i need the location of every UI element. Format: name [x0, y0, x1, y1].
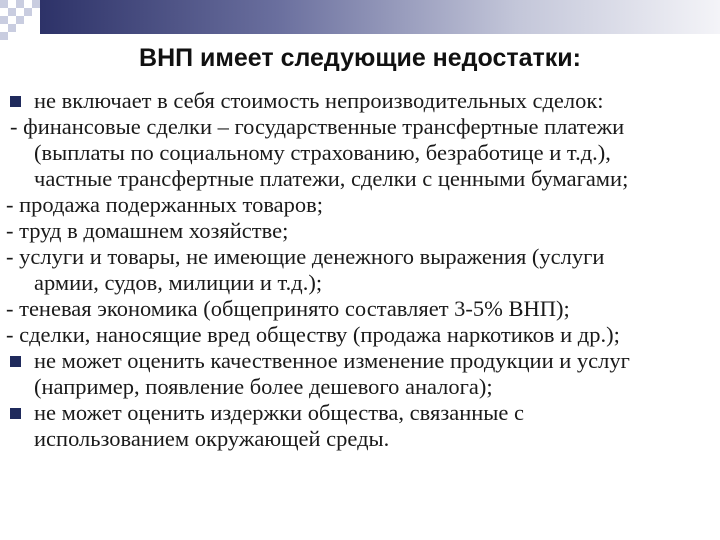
list-item: частные трансфертные платежи, сделки с ценными бумагами;	[34, 166, 629, 191]
list-item: использованием окружающей среды.	[34, 426, 390, 451]
list-item: - сделки, наносящие вред обществу (продажа наркотиков и др.);	[6, 322, 620, 347]
list-item: - продажа подержанных товаров;	[6, 192, 324, 217]
square-bullet-icon	[10, 408, 21, 419]
list-item: не может оценить качественное изменение продукции и услуг	[6, 348, 718, 374]
list-item: (например, появление более дешевого аналога);	[34, 374, 493, 399]
list-item: - теневая экономика (общепринято составляет 3-5% ВНП);	[6, 296, 570, 321]
square-bullet-icon	[10, 96, 21, 107]
slide-body	[6, 88, 718, 452]
list-item: не может оценить издержки общества, связанные с	[6, 400, 718, 426]
list-item: - услуги и товары, не имеющие денежного выражения (услуги	[6, 244, 605, 269]
list-item: - труд в домашнем хозяйстве;	[6, 218, 289, 243]
slide-title: ВНП имеет следующие недостатки:	[139, 44, 581, 72]
square-bullet-icon	[10, 356, 21, 367]
list-item: не включает в себя стоимость непроизводительных сделок:	[6, 88, 718, 114]
header-band	[40, 0, 720, 34]
list-item: армии, судов, милиции и т.д.);	[34, 270, 323, 295]
list-item: (выплаты по социальному страхованию, безработице и т.д.),	[34, 140, 611, 165]
list-item: - финансовые сделки – государственные трансфертные платежи	[10, 114, 625, 139]
